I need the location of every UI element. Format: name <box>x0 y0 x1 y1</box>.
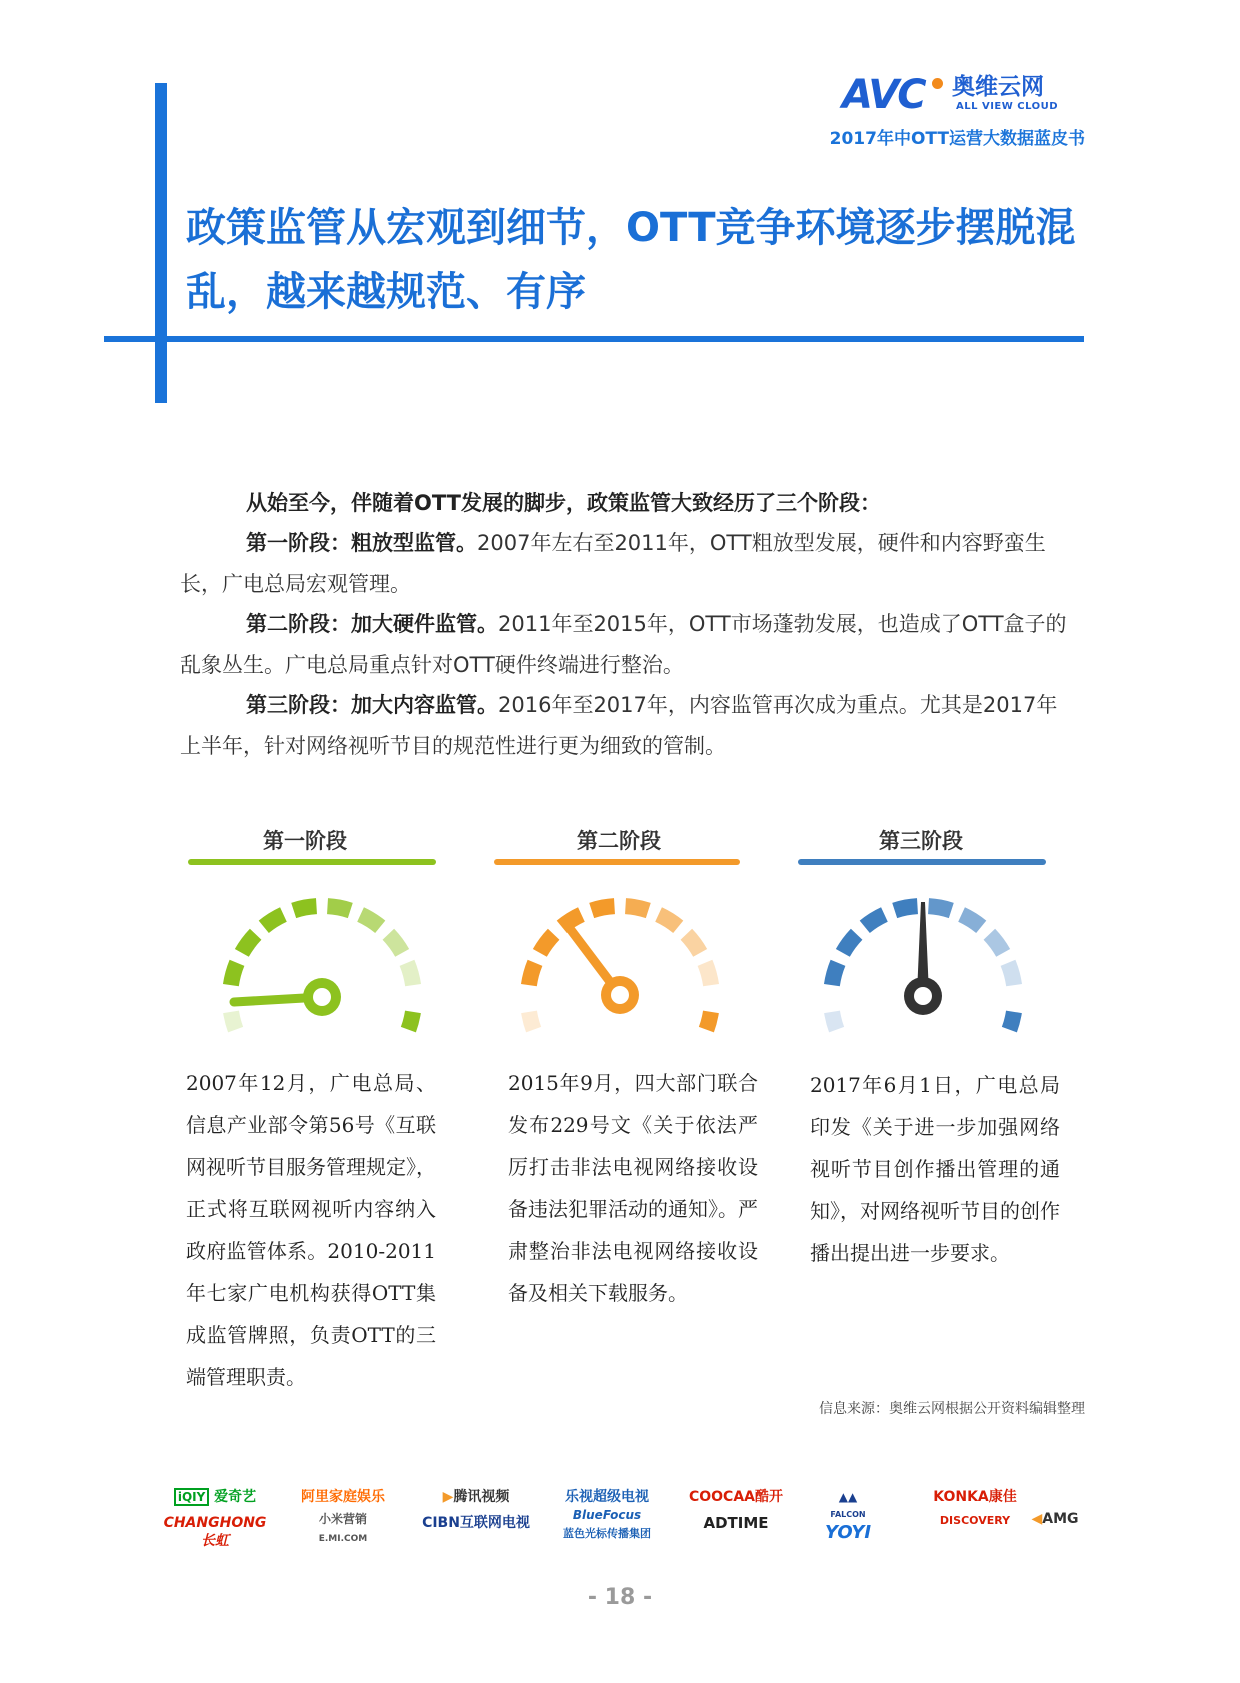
g3-segment <box>824 960 845 987</box>
logo-chinese-name: 奥维云网 <box>952 74 1044 100</box>
report-title: 2017年中OTT运营大数据蓝皮书 <box>829 129 1085 149</box>
stage3-gauge <box>803 890 1043 1040</box>
title-underline <box>104 336 1084 342</box>
stage1-text: 2007年12月，广电总局、信息产业部令第56号《互联网视听节目服务管理规定》，正式将互联网视听内容纳入政府监管体系。2010-2011年七家广电机构获得OTT集成监管牌照，负责OTT的三端管理职责。 <box>186 1071 436 1389</box>
logo-english-name: ALL VIEW CLOUD <box>956 101 1059 112</box>
source-note: 信息来源：奥维云网根据公开资料编辑整理 <box>819 1401 1085 1417</box>
partner-konka-discovery <box>920 1488 1030 1530</box>
g1-segment <box>327 898 353 918</box>
partner-top-ali: 阿里家庭娱乐 <box>301 1489 385 1505</box>
tencent-play-icon: ▶ <box>442 1489 454 1505</box>
partner-bottom-yoyi: YOYI <box>824 1522 872 1543</box>
g3-segment <box>860 907 888 933</box>
g2-segment <box>589 898 615 918</box>
intro-stage2: 第二阶段：加大硬件监管。2011年至2015年，OTT市场蓬勃发展，也造成了OTT盒子的乱象丛生。广电总局重点针对OTT硬件终端进行整治。 <box>180 612 1067 677</box>
g1-segment <box>259 907 287 933</box>
g2-segment <box>625 898 651 918</box>
g2-end-segment <box>699 1011 719 1033</box>
partner-top-konka: KONKA康佳 <box>933 1489 1017 1505</box>
partner-bottom-adtime: ADTIME <box>703 1514 769 1532</box>
partner-ali-xiaomi <box>288 1488 398 1548</box>
partner-top-iqiyi: iQIY 爱奇艺 <box>160 1488 270 1506</box>
partner-bottom-bluefocus: BlueFocus 蓝色光标传播集团 <box>563 1508 651 1540</box>
stage2-title: 第二阶段 <box>577 829 661 853</box>
partner-bottom-discovery: DISCOVERY <box>939 1514 1011 1527</box>
partner-letv-bluefocus <box>552 1488 662 1543</box>
accent-vertical-bar <box>155 83 167 403</box>
partner-bottom-changhong: CHANGHONG长虹 <box>163 1515 267 1549</box>
intro-lead: 从始至今，伴随着OTT发展的脚步，政策监管大致经历了三个阶段： <box>246 491 881 515</box>
g3-segment <box>984 929 1011 957</box>
partner-tencent-cibn <box>416 1488 536 1532</box>
g1-segment <box>357 907 385 933</box>
stage3-bar <box>798 859 1046 865</box>
g2-segment <box>521 960 542 987</box>
g2-segment <box>655 907 683 933</box>
g3-segment <box>892 898 918 918</box>
intro-stage1: 第一阶段：粗放型监管。2007年左右至2011年，OTT粗放型发展，硬件和内容野蛮生长，广电总局宏观管理。 <box>180 531 1046 596</box>
partner-top-coocaa: COOCAA酷开 <box>688 1489 784 1505</box>
partner-coocaa-adtime <box>676 1488 796 1532</box>
falcon-mark-icon: ▲▲ <box>838 1490 858 1504</box>
stage2-text: 2015年9月，四大部门联合发布229号文《关于依法严厉打击非法电视网络接收设备违法犯罪活动的通知》。严肃整治非法电视网络接收设备及相关下载服务。 <box>508 1071 758 1305</box>
g1-segment <box>400 960 421 987</box>
g3-segment <box>928 898 954 918</box>
g1-segment <box>291 898 317 918</box>
g1-end-segment <box>401 1011 421 1033</box>
partner-top-falcon: FALCON <box>830 1510 866 1519</box>
g3-segment <box>1001 960 1022 987</box>
g2-end-segment <box>521 1011 541 1033</box>
g1-end-segment <box>223 1011 243 1033</box>
g3-segment <box>958 907 986 933</box>
g2-segment <box>681 929 708 957</box>
partner-bottom-xiaomi: 小米营销 E.MI.COM <box>318 1512 368 1544</box>
stage3-text: 2017年6月1日，广电总局印发《关于进一步加强网络视听节目创作播出管理的通知》，对网络视听节目的创作播出提出进一步要求。 <box>810 1073 1060 1265</box>
partner-bottom-cibn: CIBN互联网电视 <box>422 1515 530 1531</box>
g1-segment <box>223 960 244 987</box>
partner-top-letv: 乐视超级电视 <box>565 1489 649 1505</box>
page-headline: 政策监管从宏观到细节，OTT竞争环境逐步摆脱混乱，越来越规范、有序 <box>186 205 1076 315</box>
stage2-bar <box>494 859 740 865</box>
partner-amg: ◀AMG <box>1031 1511 1079 1527</box>
stage1-title: 第一阶段 <box>263 829 347 853</box>
g3-end-segment <box>1002 1011 1022 1033</box>
avc-logo <box>842 72 1082 118</box>
logo-dot-icon <box>932 78 943 89</box>
partner-iqiyi-changhong <box>160 1488 270 1550</box>
g1-segment <box>383 929 410 957</box>
stage1-bar <box>188 859 436 865</box>
page-number: - 18 - <box>587 1585 653 1610</box>
amg-swoosh-icon: ◀ <box>1031 1511 1043 1527</box>
partner-falcon-yoyi <box>808 1488 888 1542</box>
stage3-title: 第三阶段 <box>879 829 963 853</box>
partner-top-tencent: ▶腾讯视频 <box>442 1489 510 1505</box>
partner-logos <box>160 1488 1080 1558</box>
g1-segment <box>235 929 262 957</box>
intro-stage3: 第三阶段：加大内容监管。2016年至2017年，内容监管再次成为重点。尤其是2017年上半年，针对网络视听节目的规范性进行更为细致的管制。 <box>180 693 1058 758</box>
g3-segment <box>836 929 863 957</box>
stage1-gauge <box>202 890 442 1040</box>
g3-end-segment <box>824 1011 844 1033</box>
g2-segment <box>533 929 560 957</box>
g2-segment <box>698 960 719 987</box>
logo-mark: AVC <box>842 72 925 118</box>
stage2-gauge <box>500 890 740 1040</box>
